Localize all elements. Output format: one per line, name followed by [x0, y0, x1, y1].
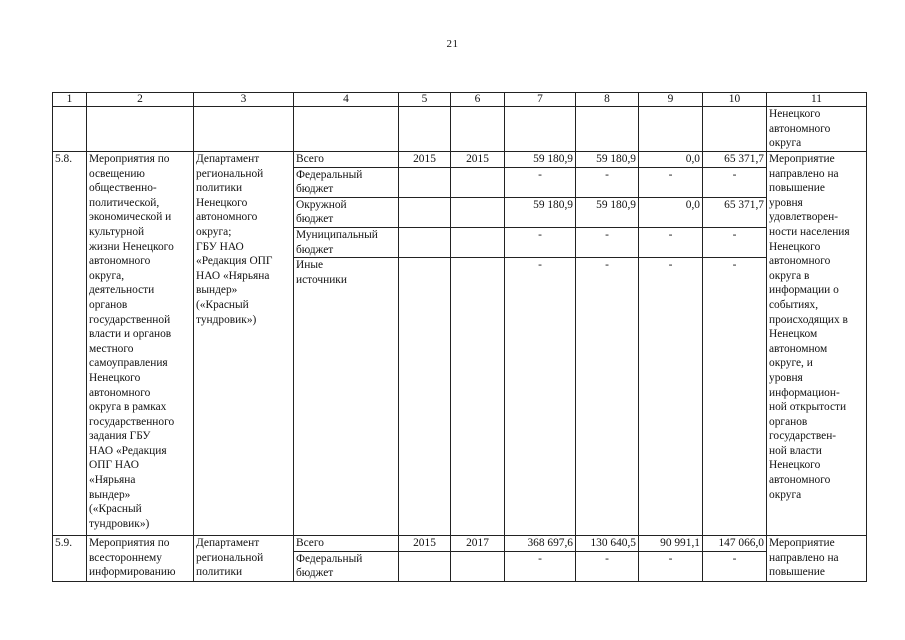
activity-name: Мероприятия по всестороннему информированию: [87, 536, 194, 582]
end-year: 2015: [451, 152, 505, 168]
funding-source-label: Муниципальный бюджет: [294, 227, 399, 257]
value-col9: -: [639, 167, 703, 197]
col-header-5: 5: [399, 93, 451, 107]
executor: Департамент региональной политики: [194, 536, 294, 582]
value-col10: 147 066,0: [703, 536, 767, 552]
value-col10: 65 371,7: [703, 152, 767, 168]
start-year: 2015: [399, 536, 451, 552]
funding-source-label: Окружной бюджет: [294, 197, 399, 227]
value-col7: -: [505, 551, 576, 581]
cell: [703, 107, 767, 152]
start-year: [399, 551, 451, 581]
value-col8: -: [576, 227, 639, 257]
value-col9: -: [639, 227, 703, 257]
cell: [576, 107, 639, 152]
funding-source-label: Всего: [294, 152, 399, 168]
col-header-2: 2: [87, 93, 194, 107]
table-row: [53, 152, 867, 168]
end-year: [451, 551, 505, 581]
value-col8: -: [576, 551, 639, 581]
col-header-7: 7: [505, 93, 576, 107]
value-col9: 0,0: [639, 152, 703, 168]
row-number: 5.9.: [53, 536, 87, 582]
end-year: [451, 167, 505, 197]
cell: [194, 107, 294, 152]
cell: [399, 107, 451, 152]
row-number: 5.8.: [53, 152, 87, 536]
col-header-11: 11: [767, 93, 867, 107]
value-col7: -: [505, 167, 576, 197]
value-col7: 59 180,9: [505, 197, 576, 227]
end-year: [451, 227, 505, 257]
value-col7: 59 180,9: [505, 152, 576, 168]
column-number-row: [53, 93, 867, 107]
end-year: [451, 197, 505, 227]
value-col7: -: [505, 227, 576, 257]
start-year: [399, 227, 451, 257]
start-year: [399, 258, 451, 536]
value-col10: -: [703, 227, 767, 257]
value-col8: 59 180,9: [576, 152, 639, 168]
cell: [53, 107, 87, 152]
executor: Департамент региональной политики Ненецкого автономного округа; ГБУ НАО «Редакция ОПГ НАО «Нярьяна вындер» («Красный тундровик»): [194, 152, 294, 536]
value-col10: -: [703, 258, 767, 536]
cell: [451, 107, 505, 152]
page-number: 21: [446, 38, 459, 50]
col-header-6: 6: [451, 93, 505, 107]
col-header-9: 9: [639, 93, 703, 107]
value-col8: -: [576, 258, 639, 536]
table-row: [53, 536, 867, 552]
value-col10: -: [703, 167, 767, 197]
program-activities-table: [52, 92, 867, 582]
value-col8: -: [576, 167, 639, 197]
value-col9: -: [639, 551, 703, 581]
activity-name: Мероприятия по освещению общественно- политической, экономической и культурной жизни Ненецкого автономного округа, деятельности органов государственной власти и органов местного самоуправления Ненецкого автономного округа в рамках государственного задания ГБУ НАО «Редакция ОПГ НАО «Нярьяна вындер» («Красный тундровик»): [87, 152, 194, 536]
col-header-8: 8: [576, 93, 639, 107]
start-year: [399, 167, 451, 197]
col-header-10: 10: [703, 93, 767, 107]
continuation-row: [53, 107, 867, 152]
expected-result: Мероприятие направлено на повышение уровня удовлетворен- ности населения Ненецкого автономного округа в информации о событиях, происходящих в Ненецком автономном округе, и уровня информацион- ной открытости органов государствен- ной власти Ненецкого автономного округа: [767, 152, 867, 536]
cell: [87, 107, 194, 152]
funding-source-label: Иные источники: [294, 258, 399, 536]
funding-source-label: Федеральный бюджет: [294, 167, 399, 197]
value-col7: 368 697,6: [505, 536, 576, 552]
value-col8: 59 180,9: [576, 197, 639, 227]
end-year: 2017: [451, 536, 505, 552]
cell: [639, 107, 703, 152]
end-year: [451, 258, 505, 536]
funding-source-label: Федеральный бюджет: [294, 551, 399, 581]
col-header-1: 1: [53, 93, 87, 107]
cell: [505, 107, 576, 152]
continuation-result-text: Ненецкого автономного округа: [767, 107, 867, 152]
value-col8: 130 640,5: [576, 536, 639, 552]
expected-result: Мероприятие направлено на повышение: [767, 536, 867, 582]
funding-source-label: Всего: [294, 536, 399, 552]
start-year: 2015: [399, 152, 451, 168]
value-col10: 65 371,7: [703, 197, 767, 227]
start-year: [399, 197, 451, 227]
value-col9: 90 991,1: [639, 536, 703, 552]
col-header-3: 3: [194, 93, 294, 107]
col-header-4: 4: [294, 93, 399, 107]
cell: [294, 107, 399, 152]
value-col9: -: [639, 258, 703, 536]
value-col7: -: [505, 258, 576, 536]
value-col9: 0,0: [639, 197, 703, 227]
value-col10: -: [703, 551, 767, 581]
